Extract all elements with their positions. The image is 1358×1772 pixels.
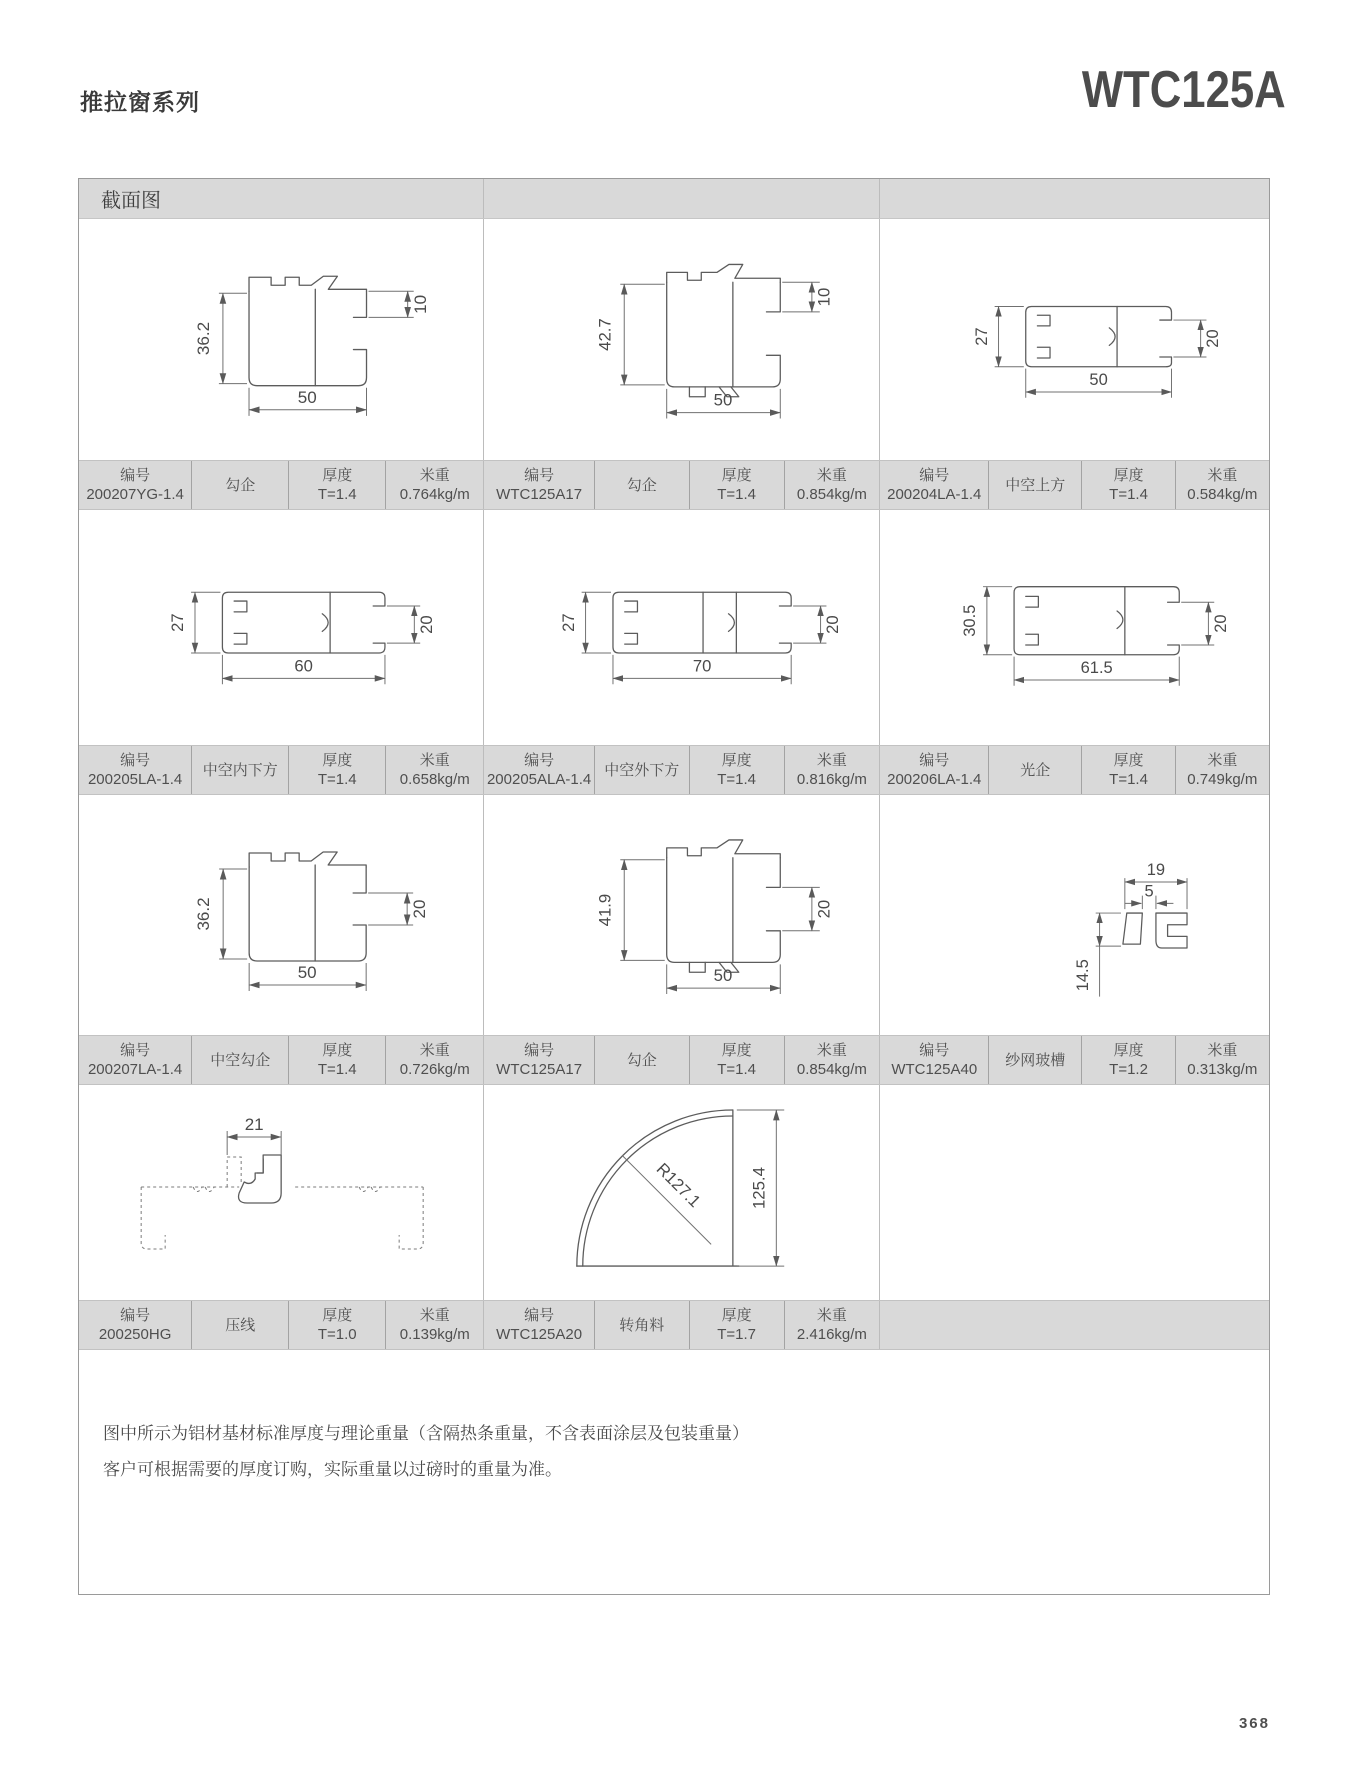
spec-thickness-cell: 厚度 T=1.4 [690,746,785,794]
spec-thickness-cell: 厚度 T=1.7 [690,1301,785,1349]
dim-width-label: 50 [713,390,733,410]
spec-thickness-cell: 厚度 T=1.0 [289,1301,386,1349]
table-header-row [79,179,1269,219]
spec-thickness-cell: 厚度 T=1.4 [1082,746,1175,794]
note-line-1: 图中所示为铝材基材标准厚度与理论重量（含隔热条重量，不含表面涂层及包装重量） [103,1424,749,1443]
spec-code-cell: 编号 200207LA-1.4 [79,1036,192,1084]
drawing-row-4 [79,1085,1269,1300]
dim-width-label: 21 [244,1115,264,1134]
section-table [78,178,1270,1595]
spec-weight-cell: 米重 0.854kg/m [796,467,867,503]
spec-name-cell: 中空内下方 [192,746,289,794]
spec-weight-cell: 米重 0.584kg/m [1187,467,1258,503]
spec-weight-cell: 米重 0.764kg/m [399,467,470,503]
spec-name-cell: 纱网玻槽 [989,1036,1082,1084]
section-header-title: 截面图 [101,190,161,212]
spec-name-cell: 压线 [192,1301,289,1349]
profile-drawing-rail [880,510,1269,745]
drawing-cell [79,510,484,745]
dim-height-label: 30.5 [961,604,980,637]
spec-code-cell: 编号 WTC125A20 [484,1301,595,1349]
drawing-cell [880,510,1269,745]
drawing-cell [484,510,880,745]
dim-width-label: 61.5 [1080,659,1114,678]
spec-thickness-cell: 厚度 T=1.4 [690,461,785,509]
dim-height-label: 27 [973,327,992,346]
drawing-cell [880,219,1269,460]
spec-weight-cell: 米重 0.726kg/m [399,1042,470,1078]
page-content [78,0,1286,1772]
spec-row-2 [79,745,1269,795]
dim-side-label: 20 [1212,614,1231,633]
profile-drawing-rail [79,510,483,745]
dim-side-label: 20 [410,899,430,919]
spec-thickness-cell: 厚度 T=1.4 [289,1036,386,1084]
model-code: WTC125A [1082,61,1286,119]
profile-drawing-hook-frame [79,219,483,460]
drawing-cell-empty [880,1085,1269,1300]
dim-top-label: 19 [1147,861,1166,880]
spec-name-cell: 转角料 [595,1301,690,1349]
dim-width-label: 50 [713,966,733,986]
spec-name-cell: 中空上方 [989,461,1082,509]
spec-code-cell: 编号 WTC125A17 [484,461,595,509]
dim-slot-label: 5 [1144,882,1155,901]
note-line-2: 客户可根据需要的厚度订购，实际重量以过磅时的重量为准。 [103,1460,562,1479]
dim-height-label: 27 [168,613,188,632]
dim-side-label: 20 [416,615,436,634]
spec-row-1 [79,460,1269,510]
drawing-cell [79,1085,484,1300]
spec-thickness-cell: 厚度 T=1.4 [690,1036,785,1084]
profile-drawing-hook-frame [79,795,483,1035]
spec-name-cell: 中空外下方 [595,746,690,794]
spec-code-cell: 编号 200204LA-1.4 [880,461,989,509]
profile-drawing-rail [880,219,1269,460]
spec-thickness-cell: 厚度 T=1.2 [1082,1036,1175,1084]
spec-thickness-cell: 厚度 T=1.4 [289,461,386,509]
dim-width-label: 50 [297,387,317,407]
spec-weight-cell: 米重 2.416kg/m [796,1307,867,1343]
profile-drawing-corner [484,1085,879,1300]
dim-height-label: 41.9 [595,893,615,927]
spec-weight-cell: 米重 0.749kg/m [1187,752,1258,788]
profile-drawing-glazing-bead [79,1085,483,1300]
note-area [79,1350,1269,1594]
profile-drawing-hook-frame [484,795,879,1035]
dim-side-label: 20 [823,615,843,634]
drawing-cell [484,1085,880,1300]
spec-weight-cell: 米重 0.139kg/m [399,1307,470,1343]
dim-width-label: 50 [1089,371,1109,390]
dim-height-label: 27 [559,613,579,632]
series-title: 推拉窗系列 [80,89,200,115]
dim-side-label: 20 [814,899,834,919]
dim-side-label: 20 [1204,329,1223,348]
spec-name-cell: 勾企 [595,1036,690,1084]
drawing-row-1 [79,219,1269,460]
drawing-cell [484,219,880,460]
note-text [79,1350,1269,1488]
spec-name-cell: 勾企 [595,461,690,509]
drawing-cell [880,795,1269,1035]
dim-height-label: 14.5 [1074,959,1093,992]
spec-thickness-cell: 厚度 T=1.4 [289,746,386,794]
spec-name-cell: 勾企 [192,461,289,509]
spec-code-cell: 编号 WTC125A40 [880,1036,989,1084]
spec-thickness-cell: 厚度 T=1.4 [1082,461,1175,509]
drawing-cell [79,795,484,1035]
spec-row-4 [79,1300,1269,1350]
page-number: 368 [1238,1715,1270,1732]
dim-height-label: 125.4 [749,1167,769,1210]
spec-weight-cell: 米重 0.313kg/m [1187,1042,1258,1078]
dim-radius-label: R127.1 [652,1159,705,1211]
dim-width-label: 50 [297,963,317,982]
drawing-cell [484,795,880,1035]
dim-height-label: 42.7 [595,318,615,351]
spec-code-cell: 编号 WTC125A17 [484,1036,595,1084]
spec-code-cell: 编号 200207YG-1.4 [79,461,192,509]
drawing-cell [79,219,484,460]
spec-row-3 [79,1035,1269,1085]
drawing-row-3 [79,795,1269,1035]
spec-weight-cell: 米重 0.658kg/m [399,752,470,788]
spec-code-cell: 编号 200205ALA-1.4 [484,746,595,794]
dim-height-label: 36.2 [194,897,214,931]
spec-weight-cell: 米重 0.854kg/m [796,1042,867,1078]
spec-code-cell: 编号 200206LA-1.4 [880,746,989,794]
dim-height-label: 36.2 [193,321,213,356]
drawing-row-2 [79,510,1269,745]
profile-drawing-screen-groove [880,795,1269,1035]
spec-empty-cell [880,1301,1269,1349]
dim-side-label: 10 [410,294,430,314]
dim-width-label: 60 [294,656,313,676]
spec-name-cell: 光企 [989,746,1082,794]
spec-code-cell: 编号 200250HG [79,1301,192,1349]
dim-width-label: 70 [693,656,712,676]
spec-name-cell: 中空勾企 [192,1036,289,1084]
dim-side-label: 10 [814,287,834,307]
profile-drawing-hook-frame [484,219,879,460]
spec-code-cell: 编号 200205LA-1.4 [79,746,192,794]
spec-weight-cell: 米重 0.816kg/m [796,752,867,788]
profile-drawing-rail [484,510,879,745]
